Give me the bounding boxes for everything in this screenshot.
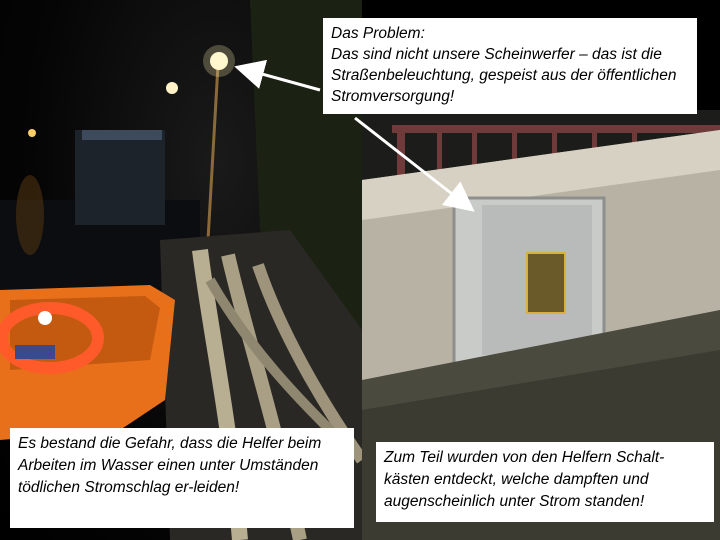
street-lamp-glow bbox=[203, 45, 235, 77]
callout-switch-boxes-text: Zum Teil wurden von den Helfern Schalt-kästen entdeckt, welche dampften und augenscheinlich unter Strom standen! bbox=[384, 449, 665, 510]
callout-street-lighting bbox=[323, 18, 697, 114]
distant-lamp-light bbox=[166, 82, 178, 94]
switch-box-window bbox=[527, 253, 565, 313]
callout-electric-shock-risk bbox=[10, 428, 354, 528]
scaffold-structure bbox=[75, 130, 165, 225]
scaffold-top bbox=[82, 130, 162, 140]
lamp-pole bbox=[208, 65, 218, 240]
callout-street-lighting-text: Das Problem: Das sind nicht unsere Scheinwerfer – das ist die Straßenbeleuchtung, gespeist aus der öffentlichen Stromversorgung! bbox=[331, 25, 677, 105]
distant-light bbox=[28, 129, 36, 137]
boat-equipment bbox=[15, 345, 55, 359]
boat-light bbox=[38, 311, 52, 325]
callout-switch-boxes bbox=[376, 442, 714, 522]
callout-electric-shock-risk-text: Es bestand die Gefahr, dass die Helfer beim Arbeiten im Wasser einen unter Umständen tödlichen Stromschlag er-leiden! bbox=[18, 435, 322, 496]
light-reflection bbox=[16, 175, 44, 255]
